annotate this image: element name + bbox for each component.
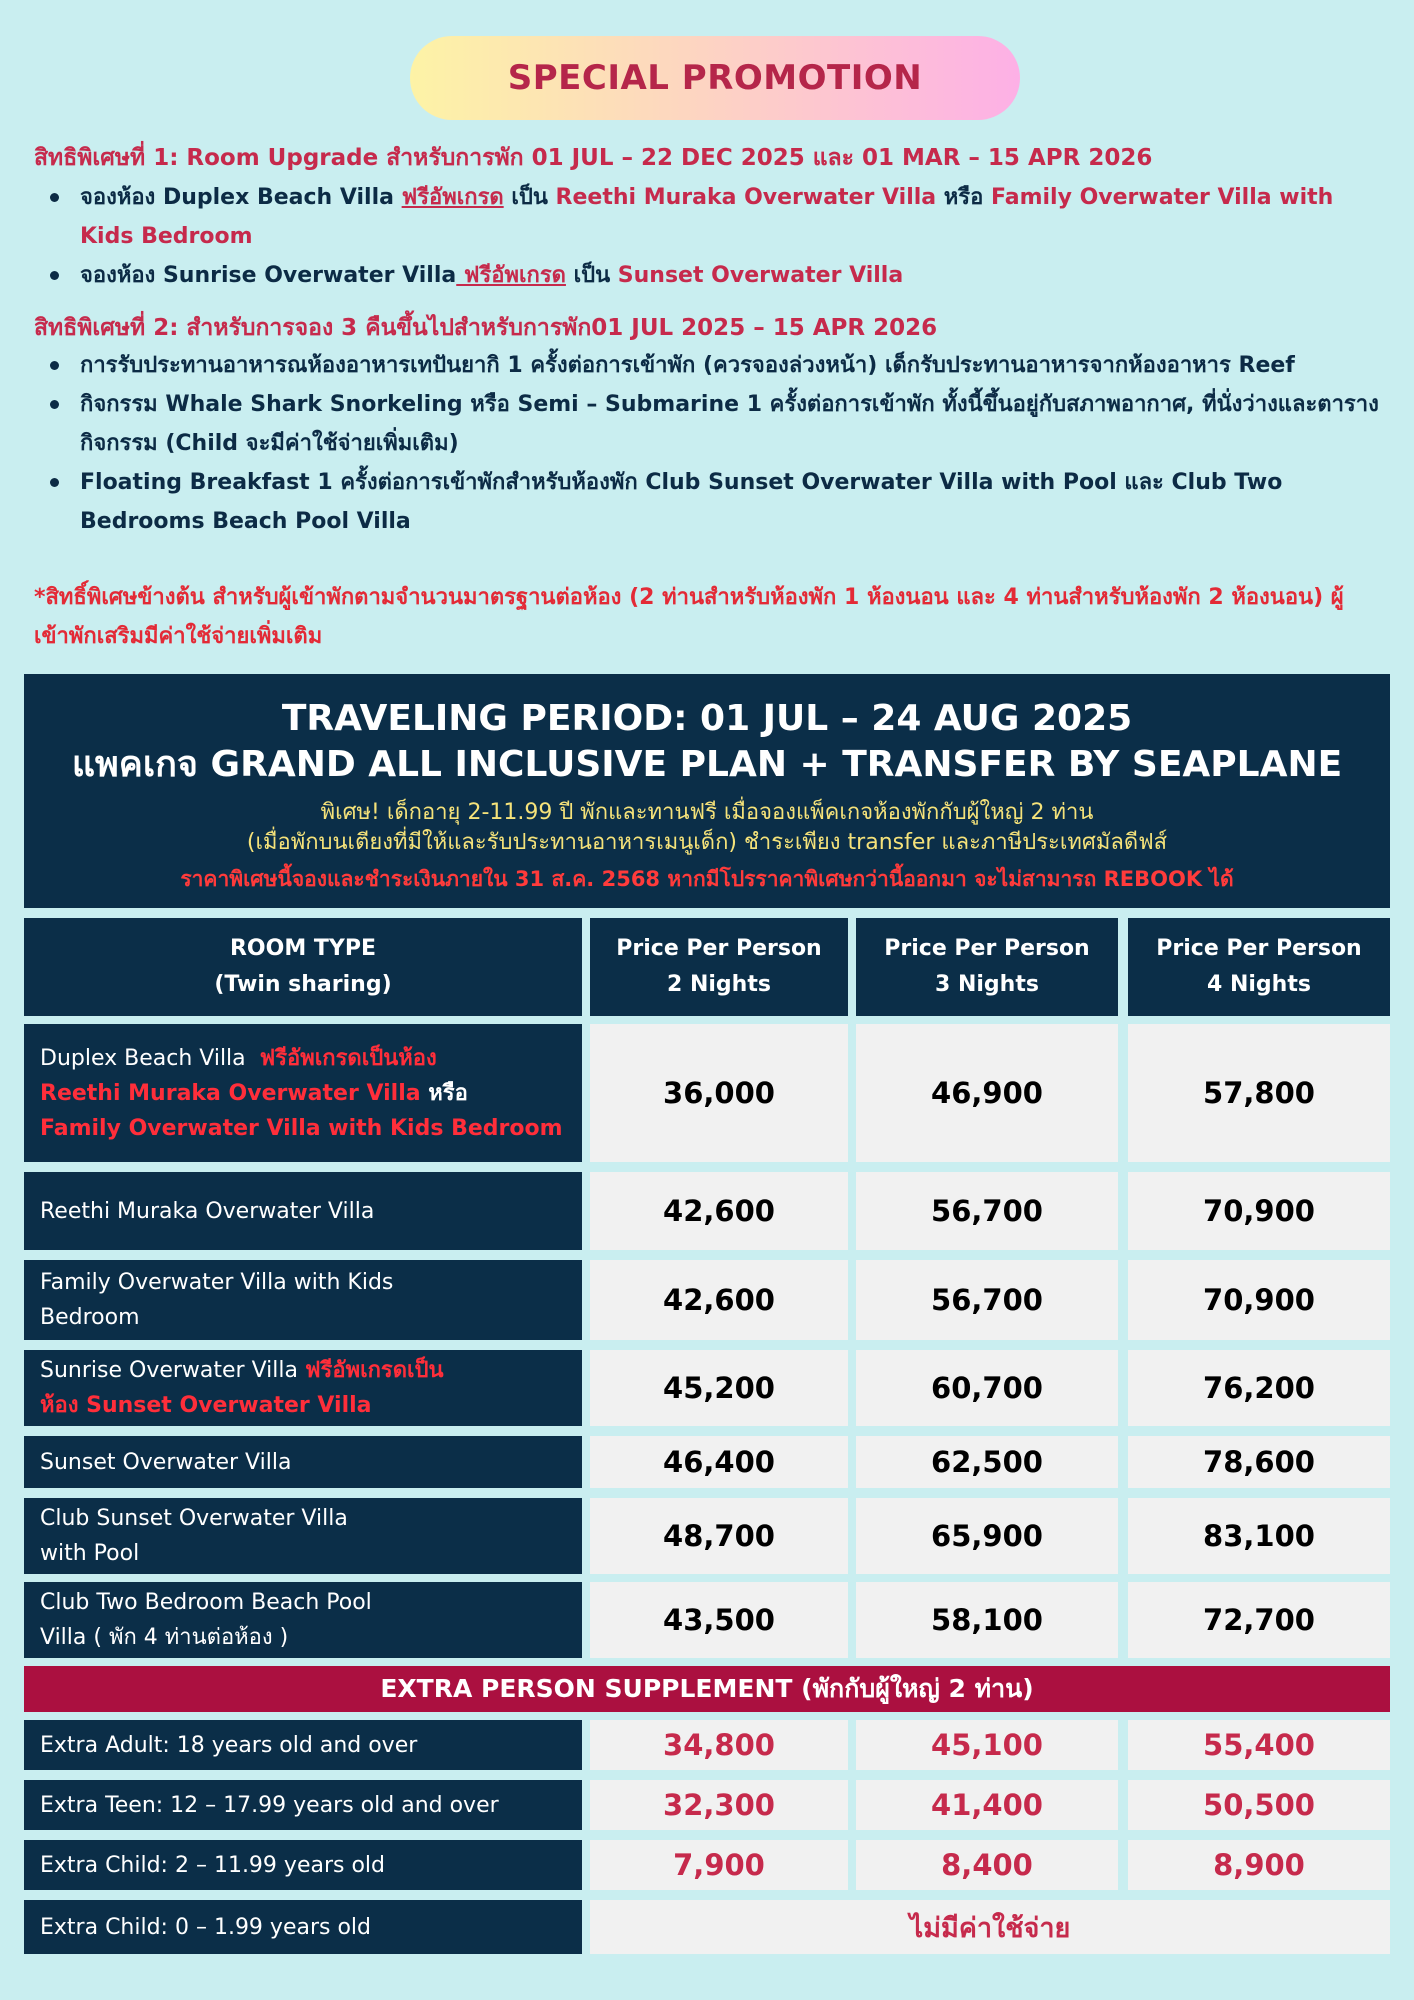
- extra-label: Extra Child: 2 – 11.99 years old: [40, 1852, 385, 1878]
- upgrade-highlight: ฟรีอัพเกรดเป็นห้อง: [259, 1045, 437, 1071]
- room-name: Club Sunset Overwater Villa: [40, 1506, 348, 1531]
- header-label: Price Per Person: [616, 936, 822, 961]
- list-item: กิจกรรม Whale Shark Snorkeling หรือ Semi – Submarine 1 ครั้งต่อการเข้าพัก ทั้งนี้ขึ้นอยู่กับสภาพอากาศ, ที่นั่งว่างและตารางกิจกรรม (Child จะมีค่าใช้จ่ายเพิ่มเติม): [34, 385, 1380, 463]
- price-cell: 45,100: [856, 1720, 1118, 1770]
- price-cell: 78,600: [1128, 1436, 1390, 1488]
- perk-text: จองห้อง Duplex Beach Villa: [80, 185, 402, 210]
- list-item: [34, 178, 1380, 256]
- table-row-extra: [24, 1900, 582, 1954]
- villa-highlight: Reethi Muraka Overwater Villa: [40, 1080, 421, 1106]
- header-label: Price Per Person: [884, 936, 1090, 961]
- list-item: Floating Breakfast 1 ครั้งต่อการเข้าพักสำหรับห้องพัก Club Sunset Overwater Villa with Pool และ Club Two Bedrooms Beach Pool Villa: [34, 463, 1380, 541]
- table-row-room: [24, 1582, 582, 1658]
- period-banner: [24, 674, 1390, 908]
- price-cell: 72,700: [1128, 1582, 1390, 1658]
- table-row-room: [24, 1436, 582, 1488]
- header-sublabel: 4 Nights: [1207, 972, 1311, 997]
- room-name: Sunrise Overwater Villa: [40, 1358, 298, 1383]
- room-name: Reethi Muraka Overwater Villa: [40, 1198, 375, 1224]
- villa-highlight: Family Overwater Villa with Kids Bedroom: [40, 1115, 563, 1141]
- price-cell: 57,800: [1128, 1024, 1390, 1162]
- perk-1-list: [34, 178, 1380, 295]
- price-cell: 58,100: [856, 1582, 1118, 1658]
- perk-2-title: สิทธิพิเศษที่ 2: สำหรับการจอง 3 คืนขึ้นไปสำหรับการพัก01 JUL 2025 – 15 APR 2026: [34, 315, 938, 341]
- price-cell: 46,900: [856, 1024, 1118, 1162]
- price-cell: 41,400: [856, 1780, 1118, 1830]
- table-row-extra: [24, 1720, 582, 1770]
- perk-1-title: สิทธิพิเศษที่ 1: Room Upgrade สำหรับการพัก 01 JUL – 22 DEC 2025 และ 01 MAR – 15 APR 2026: [34, 145, 1153, 171]
- child-offer: พิเศษ! เด็กอายุ 2-11.99 ปี พักและทานฟรี เมื่อจองแพ็คเกจห้องพักกับผู้ใหญ่ 2 ท่าน: [320, 800, 1094, 825]
- table-row-extra: [24, 1840, 582, 1890]
- room-name: Sunset Overwater Villa: [40, 1449, 292, 1475]
- room-type-header: [24, 918, 582, 1016]
- table-row-room: [24, 1024, 582, 1162]
- period-title: [24, 674, 1390, 788]
- room-name: Bedroom: [40, 1305, 140, 1330]
- header-sublabel: (Twin sharing): [214, 972, 392, 997]
- extra-label: Extra Adult: 18 years old and over: [40, 1732, 418, 1758]
- price-cell: 55,400: [1128, 1720, 1390, 1770]
- upgrade-highlight: ฟรีอัพเกรดเป็น: [304, 1358, 444, 1383]
- price-cell: 62,500: [856, 1436, 1118, 1488]
- upgrade-highlight: ฟรีอัพเกรด: [456, 263, 566, 288]
- table-row-room: [24, 1260, 582, 1340]
- price-cell: 65,900: [856, 1498, 1118, 1574]
- child-offer-detail: (เมื่อพักบนเตียงที่มีให้และรับประทานอาหารเมนูเด็ก) ชำระเพียง transfer และภาษีประเทศมัลดีฟส์: [246, 830, 1168, 855]
- villa-highlight: Reethi Muraka Overwater Villa: [555, 185, 937, 210]
- extra-supplement-title: EXTRA PERSON SUPPLEMENT (พักกับผู้ใหญ่ 2 ท่าน): [24, 1666, 1390, 1712]
- perk-2: [34, 310, 1380, 541]
- price-cell: 46,400: [590, 1436, 848, 1488]
- price-cell: 76,200: [1128, 1350, 1390, 1426]
- price-cell: 60,700: [856, 1350, 1118, 1426]
- price-cell: 34,800: [590, 1720, 848, 1770]
- price-cell: 45,200: [590, 1350, 848, 1426]
- upgrade-highlight: ฟรีอัพเกรด: [401, 185, 504, 210]
- header-label: ROOM TYPE: [229, 936, 376, 961]
- extra-label: Extra Child: 0 – 1.99 years old: [40, 1914, 371, 1940]
- perk-text: เป็น: [565, 263, 618, 288]
- price-cell: 7,900: [590, 1840, 848, 1890]
- table-row-room: [24, 1350, 582, 1426]
- price-cell: 42,600: [590, 1172, 848, 1250]
- perk-note: *สิทธิ์พิเศษข้างต้น สำหรับผู้เข้าพักตามจำนวนมาตรฐานต่อห้อง (2 ท่านสำหรับห้องพัก 1 ห้องนอน และ 4 ท่านสำหรับห้องพัก 2 ห้องนอน) ผู้เข้าพักเสริมมีค่าใช้จ่ายเพิ่มเติม: [34, 585, 1344, 649]
- perk-text: เป็น: [503, 185, 556, 210]
- table-row-extra: [24, 1780, 582, 1830]
- price-cell: 83,100: [1128, 1498, 1390, 1574]
- period-dates: TRAVELING PERIOD: 01 JUL – 24 AUG 2025: [281, 698, 1133, 739]
- room-name: with Pool: [40, 1541, 140, 1566]
- header-sublabel: 2 Nights: [667, 972, 771, 997]
- villa-highlight: Sunset Overwater Villa: [617, 263, 904, 288]
- room-name: Villa ( พัก 4 ท่านต่อห้อง ): [40, 1625, 289, 1650]
- list-item: [34, 256, 1380, 295]
- price-cell: 56,700: [856, 1172, 1118, 1250]
- price-4-nights-header: [1128, 918, 1390, 1016]
- price-cell: 8,400: [856, 1840, 1118, 1890]
- price-cell: 50,500: [1128, 1780, 1390, 1830]
- room-name: Family Overwater Villa with Kids: [40, 1270, 394, 1295]
- perk-2-list: [34, 346, 1380, 541]
- table-row-room: [24, 1172, 582, 1250]
- price-3-nights-header: [856, 918, 1118, 1016]
- price-cell: 43,500: [590, 1582, 848, 1658]
- package-name: แพคเกจ GRAND ALL INCLUSIVE PLAN + TRANSFER BY SEAPLANE: [71, 744, 1343, 785]
- table-row-room: [24, 1498, 582, 1574]
- price-cell: 70,900: [1128, 1172, 1390, 1250]
- price-cell: 8,900: [1128, 1840, 1390, 1890]
- price-cell: 56,700: [856, 1260, 1118, 1340]
- price-2-nights-header: [590, 918, 848, 1016]
- extra-label: Extra Teen: 12 – 17.99 years old and over: [40, 1792, 499, 1818]
- villa-highlight: ห้อง Sunset Overwater Villa: [40, 1393, 372, 1418]
- price-cell: 42,600: [590, 1260, 848, 1340]
- list-item: การรับประทานอาหารณห้องอาหารเทปันยากิ 1 ครั้งต่อการเข้าพัก (ควรจองล่วงหน้า) เด็กรับประทานอาหารจากห้องอาหาร Reef: [34, 346, 1380, 385]
- booking-warning: ราคาพิเศษนี้จองและชำระเงินภายใน 31 ส.ค. 2568 หากมีโปรราคาพิเศษกว่านี้ออกมา จะไม่สามารถ REBOOK ได้: [180, 867, 1234, 891]
- promo-title: SPECIAL PROMOTION: [410, 36, 1020, 120]
- room-name: Duplex Beach Villa: [40, 1045, 246, 1071]
- room-name: Club Two Bedroom Beach Pool: [40, 1590, 372, 1615]
- free-of-charge-cell: ไม่มีค่าใช้จ่าย: [590, 1900, 1390, 1954]
- price-cell: 36,000: [590, 1024, 848, 1162]
- perk-text: หรือ: [936, 185, 991, 210]
- perk-text: จองห้อง Sunrise Overwater Villa: [80, 263, 457, 288]
- price-cell: 32,300: [590, 1780, 848, 1830]
- villa-highlight: Family Overwater Villa with Kids Bedroom: [80, 185, 1334, 249]
- price-cell: 48,700: [590, 1498, 848, 1574]
- room-text: หรือ: [420, 1080, 468, 1106]
- header-sublabel: 3 Nights: [935, 972, 1039, 997]
- header-label: Price Per Person: [1156, 936, 1362, 961]
- perk-1: [34, 140, 1380, 295]
- price-cell: 70,900: [1128, 1260, 1390, 1340]
